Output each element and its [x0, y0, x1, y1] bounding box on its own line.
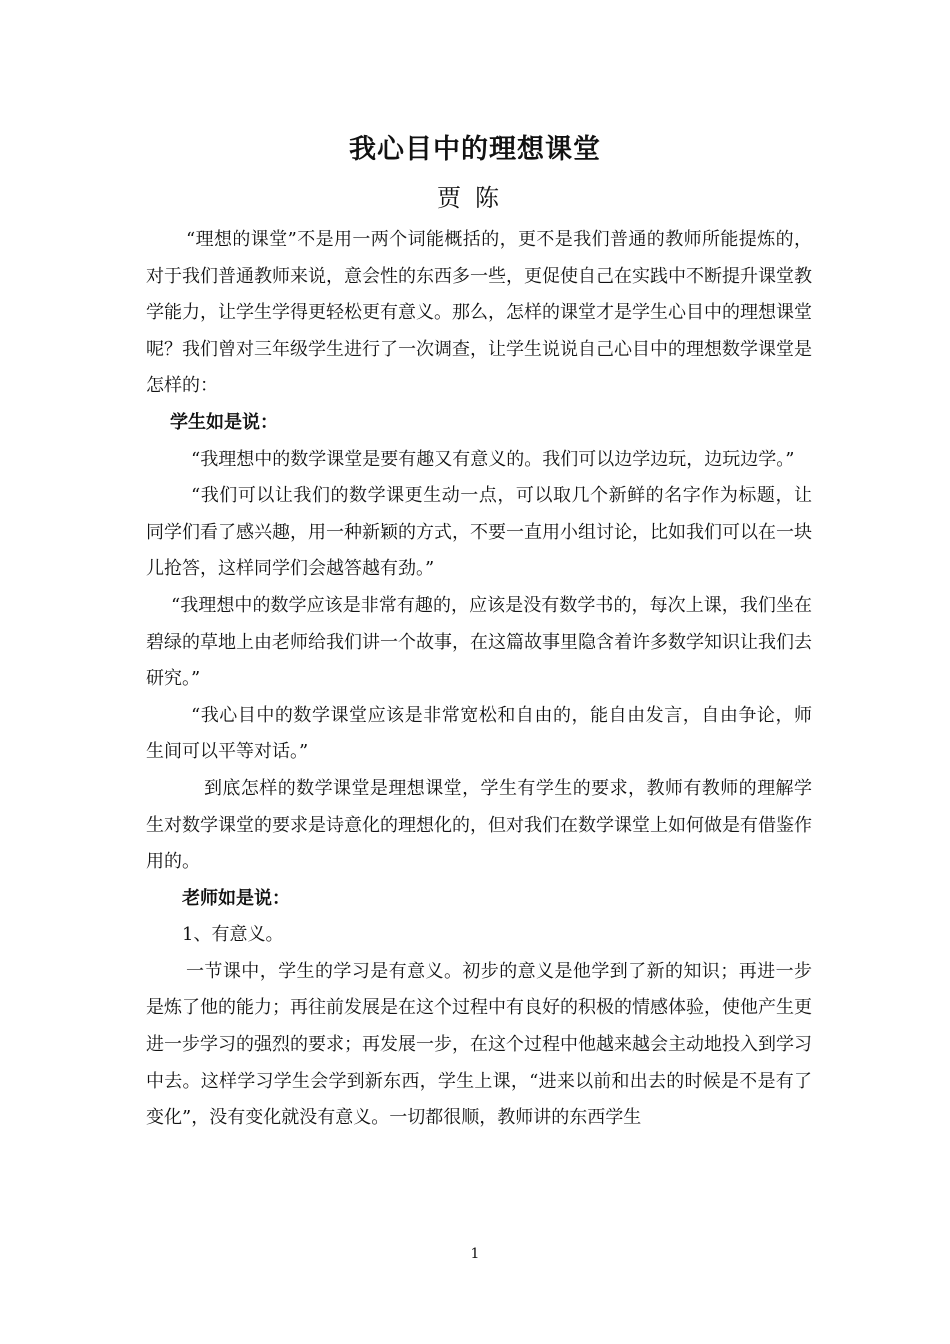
student-quote-1: “我理想中的数学课堂是要有趣又有意义的。我们可以边学边玩，边玩边学。”: [191, 448, 795, 470]
page-title: 我心目中的理想课堂: [349, 134, 601, 165]
intro-paragraph: “理想的课堂”不是用一两个词能概括的，更不是我们普通的教师所能提炼的，对于我们普通教师来说，意会性的东西多一些，更促使自己在实践中不断提升课堂教学能力，让学生学得更轻松更有意义。那么，怎样的课堂才是学生心目中的理想课堂呢？我们曾对三年级学生进行了一次调查，让学生说说自己心目中的理想数学课堂是怎样的：: [146, 229, 812, 397]
student-heading: 学生如是说：: [170, 411, 278, 433]
teacher-heading: 老师如是说：: [182, 887, 290, 909]
author-name: 贾陈: [437, 184, 513, 212]
page-number: 1: [470, 1246, 480, 1262]
summary-paragraph: 到底怎样的数学课堂是理想课堂，学生有学生的要求，教师有教师的理解学生对数学课堂的要求是诗意化的理想化的，但对我们在数学课堂上如何做是有借鉴作用的。: [146, 777, 812, 873]
student-quote-2: “我们可以让我们的数学课更生动一点，可以取几个新鲜的名字作为标题，让同学们看了感兴趣，用一种新颖的方式，不要一直用小组讨论，比如我们可以在一块儿抢答，这样同学们会越答越有劲。”: [146, 485, 812, 580]
student-quote-4: “我心目中的数学课堂应该是非常宽松和自由的，能自由发言，自由争论，师生间可以平等对话。”: [146, 704, 812, 763]
point-1-body: 一节课中，学生的学习是有意义。初步的意义是他学到了新的知识；再进一步是炼了他的能力；再往前发展是在这个过程中有良好的积极的情感体验，使他产生更进一步学习的强烈的要求；再发展一步，在这个过程中他越来越会主动地投入到学习中去。这样学习学生会学到新东西，学生上课，“进来以前和出去的时候是不是有了变化”，没有变化就没有意义。一切都很顺，教师讲的东西学生: [146, 960, 812, 1129]
student-quote-3: “我理想中的数学应该是非常有趣的，应该是没有数学书的，每次上课，我们坐在碧绿的草地上由老师给我们讲一个故事，在这篇故事里隐含着许多数学知识让我们去研究。”: [146, 594, 812, 690]
document-body: [146, 222, 812, 1137]
point-1-heading: 1、有意义。: [182, 924, 284, 946]
